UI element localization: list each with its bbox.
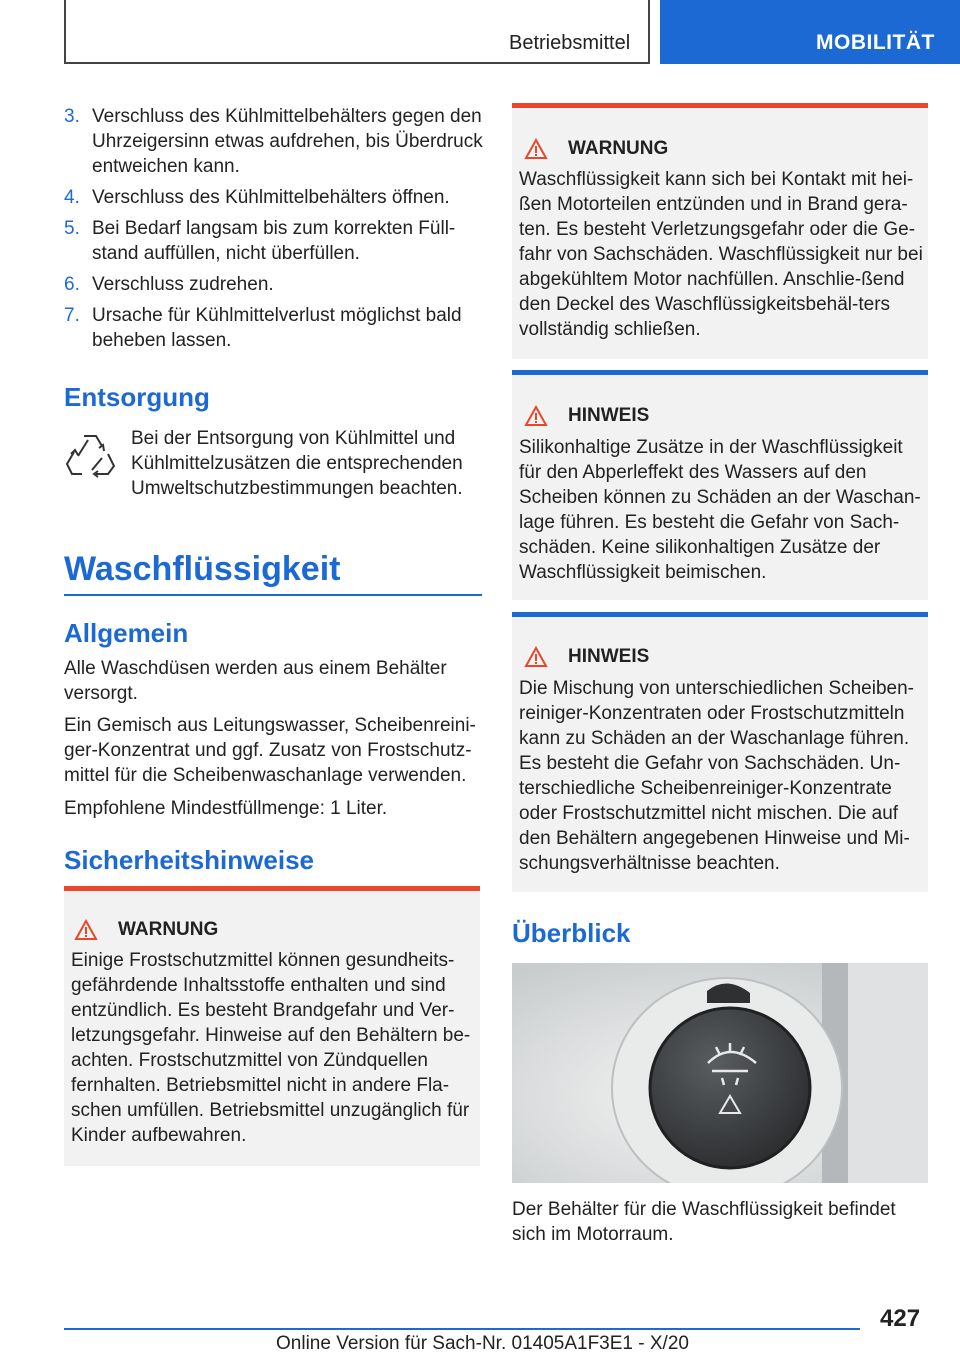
- step-number: 5.: [64, 218, 80, 239]
- notice-title-label: HINWEIS: [568, 646, 650, 667]
- list-item: [64, 272, 484, 297]
- allgemein-paragraph-3: Empfohlene Mindestfüllmenge: 1 Liter.: [64, 798, 388, 819]
- step-text: Verschluss des Kühlmittelbehälters öffnen.: [92, 187, 450, 208]
- step-text: Verschluss zudrehen.: [92, 274, 274, 295]
- warning-text: Waschflüssigkeit kann sich bei Kontakt mit hei-ßen Motorteilen entzünden und in Brand gera-ten. Es besteht Verletzungsgefahr oder die Ge-fahr von Sachschäden. Waschflüssigkeit nur bei abgekühltem Motor nachfüllen. Anschlie-ßend den Deckel des Waschflüssigkeitsbehäl-ters vollständig schließen.: [519, 169, 923, 340]
- notice-text: Die Mischung von unterschiedlichen Scheiben-reiniger-Konzentraten oder Frostschutzmitteln kann zu Schäden an der Waschanlage führen. Es besteht die Gefahr von Sachschäden. Un-terschiedliche Scheibenreiniger-Konzentrate oder Frostschutzmittel nicht mischen. Die auf den Behältern angegebenen Hinweise und Mi-schungsverhältnisse beachten.: [519, 678, 915, 874]
- step-text: Ursache für Kühlmittelverlust möglichst bald beheben lassen.: [92, 305, 462, 351]
- notice-text: Silikonhaltige Zusätze in der Waschflüssigkeit für den Abperleffekt des Wassers auf den Scheiben können zu Schäden an der Waschan-lage führen. Es besteht die Gefahr von Sach-schäden. Keine silikonhaltigen Zusätze der Waschflüssigkeit beimischen.: [519, 437, 921, 583]
- sicherheitshinweise-heading: Sicherheitshinweise: [64, 845, 314, 875]
- notice-box: [512, 612, 928, 892]
- ueberblick-heading: Überblick: [512, 918, 631, 948]
- warning-box: [512, 103, 928, 359]
- list-item: [64, 303, 484, 353]
- warning-title: [74, 919, 218, 941]
- page-number: 427: [880, 1305, 921, 1332]
- step-number: 4.: [64, 187, 80, 208]
- notice-triangle-icon: [524, 405, 548, 427]
- notice-title-label: HINWEIS: [568, 405, 650, 426]
- notice-box: [512, 370, 928, 600]
- warning-title-label: WARNUNG: [118, 919, 219, 940]
- warning-triangle-icon: [74, 919, 98, 941]
- footer-text: Online Version für Sach-Nr. 01405A1F3E1 - X/20: [276, 1333, 689, 1354]
- footer-rule: [64, 1328, 860, 1330]
- step-text: Verschluss des Kühlmittelbehälters gegen den Uhrzeigersinn etwas aufdrehen, bis Überdruck entweichen kann.: [92, 106, 483, 177]
- entsorgung-heading: Entsorgung: [64, 382, 210, 412]
- warning-box: [64, 886, 480, 1166]
- notice-triangle-icon: [524, 646, 548, 668]
- header-section-title: Betriebsmittel: [509, 32, 631, 54]
- step-number: 7.: [64, 305, 80, 326]
- step-number: 3.: [64, 106, 80, 127]
- washer-fluid-cap-photo: [512, 963, 928, 1183]
- list-item: [64, 216, 484, 266]
- step-number: 6.: [64, 274, 80, 295]
- ueberblick-caption: Der Behälter für die Waschflüssigkeit befindet sich im Motorraum.: [512, 1199, 896, 1245]
- steps-list: [64, 104, 484, 359]
- waschfluessigkeit-heading: Waschflüssigkeit: [64, 550, 341, 588]
- allgemein-heading: Allgemein: [64, 618, 189, 648]
- header-tab-label: MOBILITÄT: [816, 31, 935, 54]
- list-item: [64, 185, 484, 210]
- warning-triangle-icon: [524, 138, 548, 160]
- warning-text: Einige Frostschutzmittel können gesundheits-gefährdende Inhaltsstoffe enthalten und sind entzündlich. Es besteht Brandgefahr und Ver-letzungsgefahr. Hinweise auf den Behältern be-achten. Frostschutzmittel von Zündquellen fernhalten. Betriebsmittel nicht in andere Fla-schen umfüllen. Betriebsmittel unzugänglich für Kinder aufbewahren.: [71, 950, 471, 1146]
- allgemein-paragraph-1: Alle Waschdüsen werden aus einem Behälter versorgt.: [64, 658, 447, 704]
- warning-title-label: WARNUNG: [568, 138, 669, 159]
- notice-title: [524, 646, 649, 668]
- entsorgung-text: Bei der Entsorgung von Kühlmittel und Kühlmittelzusätzen die entsprechenden Umweltschutzbestimmungen beachten.: [131, 428, 463, 499]
- allgemein-paragraph-2: Ein Gemisch aus Leitungswasser, Scheibenreini-ger-Konzentrat und ggf. Zusatz von Frostschutz-mittel für die Scheibenwaschanlage verwenden.: [64, 715, 476, 786]
- notice-title: [524, 405, 649, 427]
- recycling-icon: [64, 428, 116, 480]
- warning-title: [524, 138, 668, 160]
- heading-rule: [64, 594, 482, 596]
- header-tab-mobilitaet[interactable]: [660, 0, 960, 64]
- list-item: [64, 104, 484, 179]
- step-text: Bei Bedarf langsam bis zum korrekten Füll-stand auffüllen, nicht überfüllen.: [92, 218, 456, 264]
